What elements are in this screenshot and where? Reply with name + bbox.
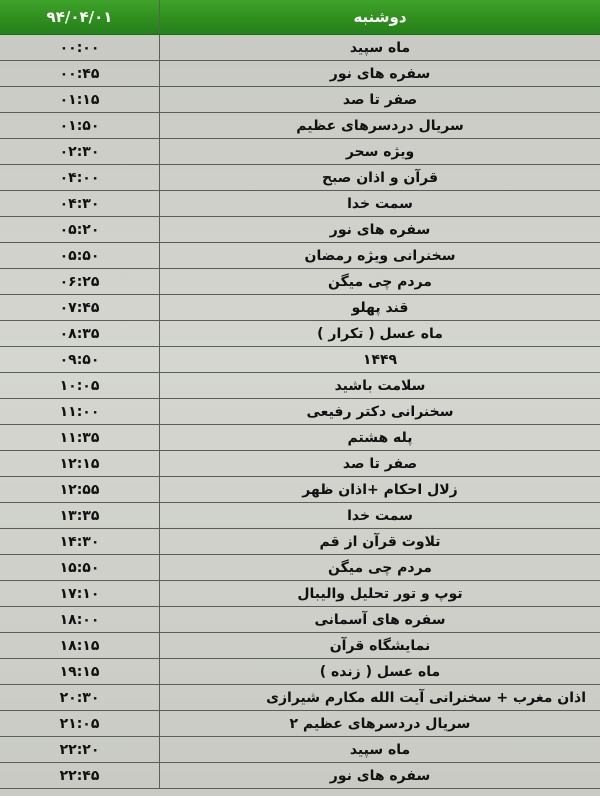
program-cell: سفره های نور — [329, 65, 431, 82]
time-cell: ۱۸:۰۰ — [0, 607, 160, 632]
table-row — [0, 217, 600, 243]
time-cell: ۰۴:۳۰ — [0, 191, 160, 216]
program-cell: ۱۴۴۹ — [362, 351, 398, 368]
table-row — [0, 685, 600, 711]
program-cell: ماه سپید — [349, 39, 411, 56]
program-cell: مردم چی میگن — [328, 273, 432, 290]
table-row — [0, 607, 600, 633]
time-cell: ۱۷:۱۰ — [0, 581, 160, 606]
table-row — [0, 477, 600, 503]
date-header: ۹۴/۰۴/۰۱ — [0, 0, 160, 34]
time-cell: ۲۱:۰۵ — [0, 711, 160, 736]
table-row — [0, 243, 600, 269]
table-row — [0, 529, 600, 555]
table-row — [0, 87, 600, 113]
table-row — [0, 35, 600, 61]
time-cell: ۱۱:۳۵ — [0, 425, 160, 450]
program-cell: سمت خدا — [347, 507, 413, 524]
time-cell: ۰۱:۱۵ — [0, 87, 160, 112]
program-cell: ماه عسل ( زنده ) — [319, 663, 441, 680]
table-row — [0, 737, 600, 763]
program-cell: پله هشتم — [347, 429, 413, 446]
program-cell: سخنرانی ویژه رمضان — [304, 247, 456, 264]
program-cell: قرآن و اذان صبح — [322, 169, 439, 186]
table-row — [0, 425, 600, 451]
time-cell: ۰۱:۵۰ — [0, 113, 160, 138]
program-cell: ماه سپید — [349, 741, 411, 758]
time-cell: ۰۴:۰۰ — [0, 165, 160, 190]
program-cell: اذان مغرب + سخنرانی آیت الله مکارم شیرازی — [266, 689, 586, 706]
table-row — [0, 399, 600, 425]
program-cell: زلال احکام +اذان ظهر — [302, 481, 458, 498]
time-cell: ۱۸:۱۵ — [0, 633, 160, 658]
day-header: دوشنبه — [353, 8, 407, 26]
program-cell: مردم چی میگن — [328, 559, 432, 576]
time-cell: ۲۰:۳۰ — [0, 685, 160, 710]
time-cell: ۱۵:۵۰ — [0, 555, 160, 580]
table-row — [0, 451, 600, 477]
program-cell: صفر تا صد — [342, 91, 418, 108]
program-cell: تلاوت قرآن از قم — [319, 533, 441, 550]
table-row — [0, 763, 600, 789]
program-cell: سفره های آسمانی — [314, 611, 446, 628]
program-cell: صفر تا صد — [342, 455, 418, 472]
time-cell: ۲۲:۲۰ — [0, 737, 160, 762]
program-cell: نمایشگاه قرآن — [329, 637, 431, 654]
time-cell: ۲۲:۴۵ — [0, 763, 160, 788]
program-cell: سخنرانی دکتر رفیعی — [306, 403, 454, 420]
time-cell: ۱۲:۵۵ — [0, 477, 160, 502]
time-cell: ۱۱:۰۰ — [0, 399, 160, 424]
time-cell: ۰۰:۰۰ — [0, 35, 160, 60]
time-cell: ۰۸:۳۵ — [0, 321, 160, 346]
time-cell: ۱۳:۳۵ — [0, 503, 160, 528]
table-row — [0, 139, 600, 165]
time-cell: ۰۹:۵۰ — [0, 347, 160, 372]
time-cell: ۰۷:۴۵ — [0, 295, 160, 320]
table-header — [0, 0, 600, 35]
time-cell: ۰۲:۳۰ — [0, 139, 160, 164]
time-cell: ۰۵:۵۰ — [0, 243, 160, 268]
program-cell: سریال دردسرهای عظیم ۲ — [289, 715, 471, 732]
time-cell: ۰۰:۴۵ — [0, 61, 160, 86]
table-row — [0, 711, 600, 737]
time-cell: ۱۹:۱۵ — [0, 659, 160, 684]
table-row — [0, 581, 600, 607]
time-cell: ۰۵:۲۰ — [0, 217, 160, 242]
table-row — [0, 347, 600, 373]
table-row — [0, 659, 600, 685]
program-cell: سلامت باشید — [334, 377, 426, 394]
program-cell: توپ و تور تحلیل والیبال — [297, 585, 463, 602]
table-row — [0, 373, 600, 399]
program-cell: سریال دردسرهای عظیم — [296, 117, 464, 134]
table-row — [0, 321, 600, 347]
time-cell: ۱۲:۱۵ — [0, 451, 160, 476]
table-row — [0, 269, 600, 295]
table-row — [0, 633, 600, 659]
time-cell: ۱۰:۰۵ — [0, 373, 160, 398]
program-cell: سفره های نور — [329, 221, 431, 238]
table-row — [0, 295, 600, 321]
program-cell: سمت خدا — [347, 195, 413, 212]
program-cell: قند پهلو — [351, 299, 409, 316]
time-cell: ۱۴:۳۰ — [0, 529, 160, 554]
program-cell: ماه عسل ( تکرار ) — [317, 325, 443, 342]
table-row — [0, 165, 600, 191]
table-row — [0, 555, 600, 581]
program-cell: سفره های نور — [329, 767, 431, 784]
program-cell: ویژه سحر — [345, 143, 415, 160]
table-row — [0, 113, 600, 139]
table-row — [0, 191, 600, 217]
table-row — [0, 503, 600, 529]
time-cell: ۰۶:۲۵ — [0, 269, 160, 294]
table-row — [0, 61, 600, 87]
